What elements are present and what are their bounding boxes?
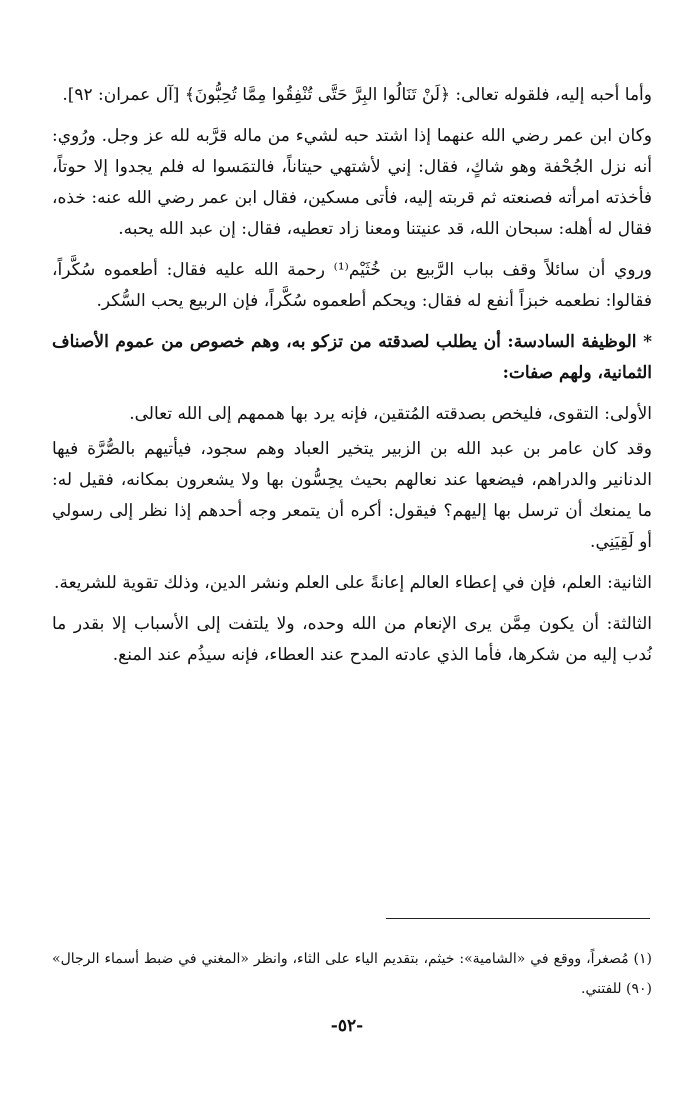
paragraph-amir-story: وقد كان عامر بن عبد الله بن الزبير يتخير العباد وهم سجود، فيأتيهم بالصُّرَّة فيها الدنانير والدراهم، فيضعها عند نعالهم بحيث يحِسُّون بها ولا يشعرون بمكانه، فقيل له: ما يمنعك أن ترسل بها إليهم؟ فيقول: أكره أن يتمعر وجه أحدهم إذا نظر إلى رسولي أو لَقِيَنِي. (52, 439, 652, 552)
footnote: (١) مُصغراً، ووقع في «الشامية»: خيثم، بتقديم الياء على الثاء، وانظر «المغني في ضبط أسماء الرجال» (٩٠) للفتني. (52, 951, 652, 997)
page-number: -٥٢- (330, 1016, 364, 1036)
paragraph-second-knowledge: الثانية: العلم، فإن في إعطاء العالم إعانةً على العلم ونشر الدين، وذلك تقوية للشريعة. (54, 573, 652, 593)
paragraph-first-piety: الأولى: التقوى، فليخص بصدقته المُتقين، فإنه يرد بها هممهم إلى الله تعالى. (129, 404, 652, 424)
footnote-divider (386, 918, 650, 919)
paragraph-quran-verse: وأما أحبه إليه، فلقوله تعالى: ﴿لَنْ تَنَالُوا البِرَّ حَتَّى تُنْفِقُوا مِمَّا تُحِبُّونَ﴾ [آل عمران: ٩٢]. (62, 85, 652, 105)
page-body (52, 80, 652, 681)
section-heading-sixth-duty: * الوظيفة السادسة: أن يطلب لصدقته من تزكو به، وهم خصوص من عموم الأصناف الثمانية، ولهم صفات: (52, 332, 652, 383)
paragraph-rabi-sugar: وروي أن سائلاً وقف بباب الرَّبيع بن خُثَيْم⁽¹⁾ رحمة الله عليه فقال: أطعموه سُكَّراً، فقالوا: نطعمه خبزاً أنفع له فقال: ويحكم أطعموه سُكَّراً، فإن الربيع يحب السُّكر. (52, 260, 652, 311)
paragraph-third-gratitude: الثالثة: أن يكون مِمَّن يرى الإنعام من الله وحده، ولا يلتفت إلى الأسباب إلا بقدر ما نُدب إليه من شكرها، فأما الذي عادته المدح عند العطاء، فإنه سيذُم عند المنع. (52, 614, 652, 665)
paragraph-ibn-umar: وكان ابن عمر رضي الله عنهما إذا اشتد حبه لشيء من ماله قرَّبه لله عز وجل. ورُوي: أنه نزل الجُحْفة وهو شاكٍ، فقال: إني لأشتهي حيتاناً، فالتمَسوا له فلم يجدوا إلا حوتاً، فأخذته امرأته فصنعته ثم قربته إليه، فأتى مسكين، فقال ابن عمر رضي الله عنه: خذه، فقال له أهله: سبحان الله، قد عنيتنا ومعنا زاد تعطيه، فقال: إن عبد الله يحبه. (52, 126, 652, 239)
